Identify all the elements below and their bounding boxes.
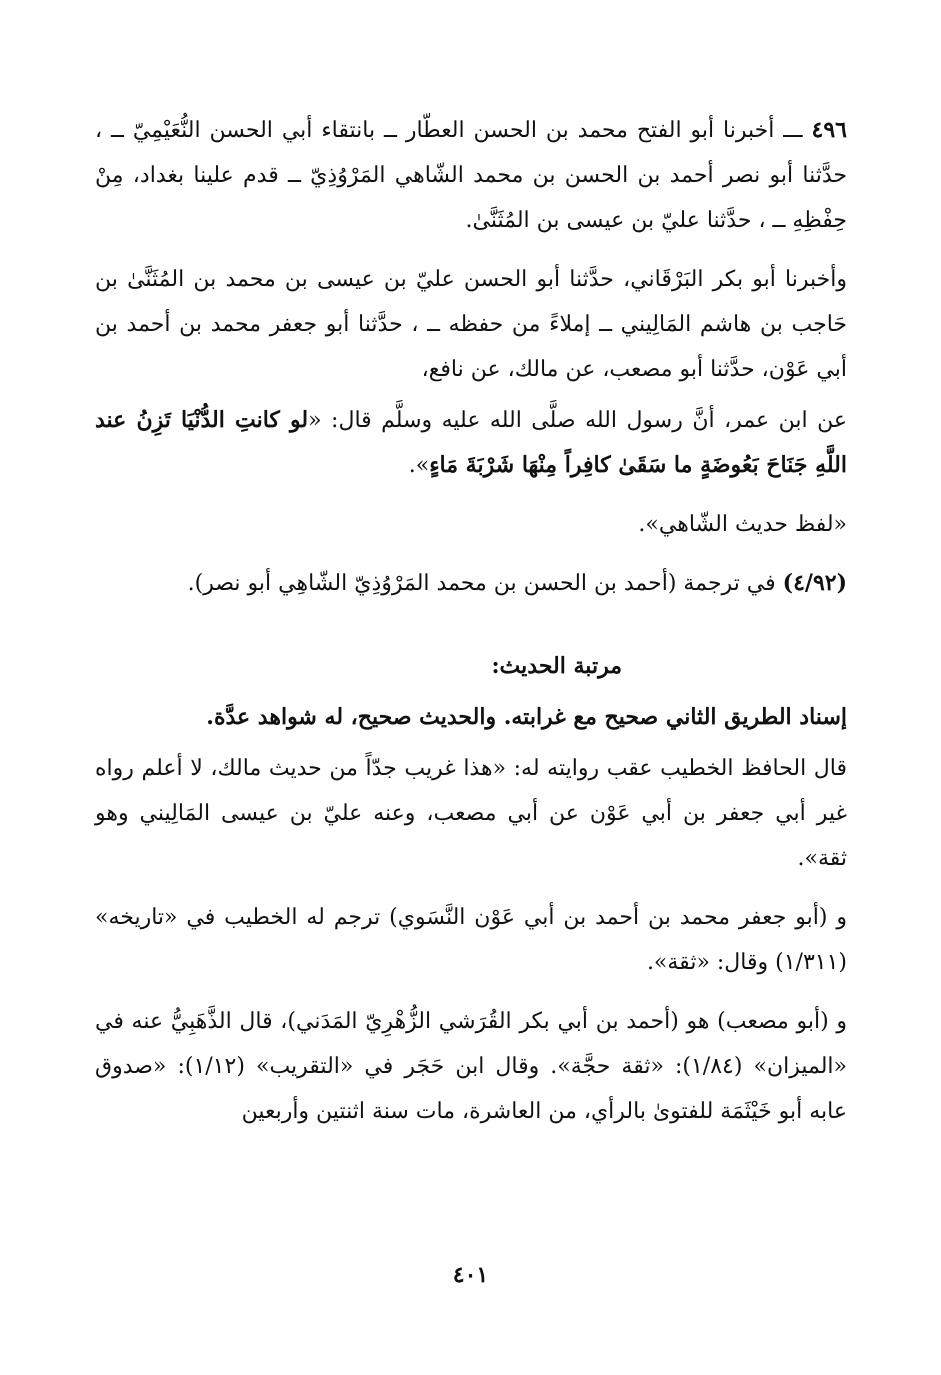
rank-verdict: إسناد الطريق الثاني صحيح مع غرابته. والحديث صحيح، له شواهد عدَّة. <box>206 704 847 730</box>
hadith-chain-1 <box>95 108 847 243</box>
page-body <box>95 108 847 1134</box>
hadith-chain-2: وأخبرنا أبو بكر البَرْقَاني، حدَّثنا أبو الحسن عليّ بن عيسى بن محمد بن المُثَنَّىٰ بن حَاجب بن هاشم المَالِيني ــ إملاءً من حفظه ــ ، حدَّثنا أبو جعفر محمد بن أحمد بن أبي عَوْن، حدَّثنا أبو مصعب، عن مالك، عن نافع، <box>95 267 847 382</box>
rank-paragraph-2: و (أبو جعفر محمد بن أحمد بن أبي عَوْن النَّسَوي) ترجم له الخطيب في «تاريخه» (١/٣١١) وقال: «ثقة». <box>95 905 847 975</box>
hadith-text-end: ». <box>408 453 430 478</box>
hadith-number: ٤٩٦ <box>811 117 847 143</box>
rank-paragraph-1: قال الحافظ الخطيب عقب روايته له: «هذا غريب جدّاً من حديث مالك، لا أعلم رواه غير أبي جعفر بن أبي عَوْن عن أبي مصعب، وعنه عليّ بن عيسى المَالِيني وهو ثقة». <box>95 756 847 871</box>
hadith-text-matn: لو كانتِ الدُّنْيَا تَزِنُ عند اللَّهِ جَنَاحَ بَعُوضَةٍ ما سَقَىٰ كافِراً مِنْهَا شَرْبَةَ مَاءٍ <box>95 407 847 478</box>
lafz-note: «لفظ حديث الشّاهي». <box>638 512 847 537</box>
hadith-chain-1-text: ـــ أخبرنا أبو الفتح محمد بن الحسن العطّار ــ بانتقاء أبي الحسن النُّعَيْمِيّ ــ ، حدَّثنا أبو نصر أحمد بن الحسن بن محمد الشّاهي المَرْوُذِيّ ــ قدم علينا بغداد، مِنْ حِفْظِهِ ــ ، حدَّثنا عليّ بن عيسى بن المُثَنَّىٰ. <box>95 118 847 233</box>
reference-text: في ترجمة (أحمد بن الحسن بن محمد المَرْوُذِيّ الشّاهِي أبو نصر). <box>187 571 776 596</box>
hadith-text <box>95 398 847 488</box>
rank-paragraph-3: و (أبو مصعب) هو (أحمد بن أبي بكر القُرَشي الزُّهْرِيّ المَدَني)، قال الذَّهَبِيُّ عنه في «الميزان» (١/٨٤): «ثقة حجَّة». وقال ابن حَجَر في «التقريب» (١/١٢): «صدوق عابه أبو خَيْثَمَة للفتوىٰ بالرأي، من العاشرة، مات سنة اثنتين وأربعين <box>95 1009 847 1124</box>
reference-number: (٤/٩٢) <box>782 570 847 596</box>
reference <box>95 561 847 606</box>
rank-heading: مرتبة الحديث: <box>491 653 622 679</box>
page-number: ٤٠١ <box>452 1262 489 1288</box>
hadith-text-intro: عن ابن عمر، أنَّ رسول الله صلَّى الله عليه وسلَّم قال: « <box>308 408 847 433</box>
